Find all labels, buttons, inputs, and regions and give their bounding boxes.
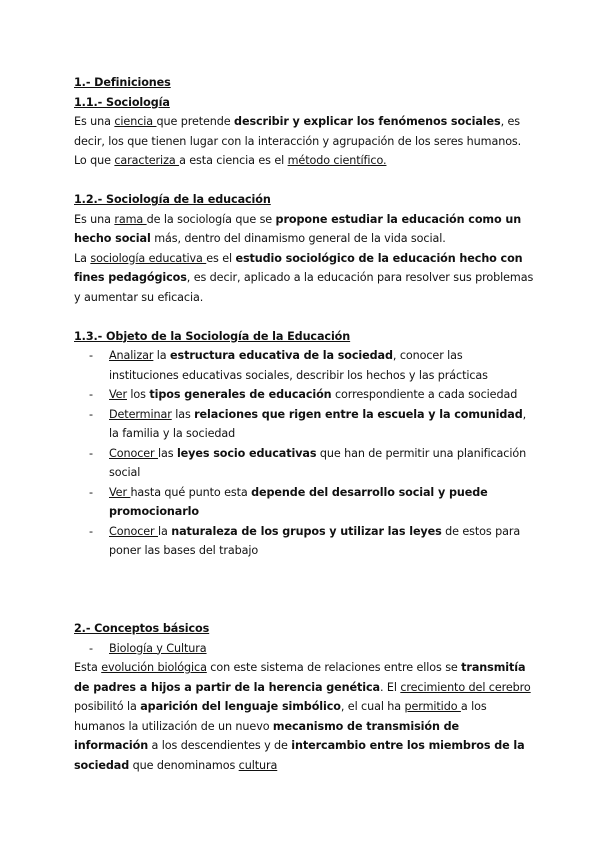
dash-bullet: - — [89, 641, 93, 655]
sociologia-definition: Es una ciencia que pretende describir y explicar los fenómenos sociales, es decir, los que tienen lugar con la interacción y agrupación de los seres humanos. — [74, 115, 522, 148]
spacer — [74, 600, 534, 620]
underlined-term: crecimiento del cerebro — [400, 680, 531, 694]
underlined-term: permitido — [404, 700, 461, 713]
section-1-2-heading: 1.2.- Sociología de la educación — [74, 193, 271, 206]
underlined-term: rama — [114, 212, 147, 226]
biologia-cultura-paragraph: Esta evolución biológica con este sistema de relaciones entre ellos se transmitía de padres a hijos a partir de la herencia genética. El crecimiento del cerebro posibilitó la aparición del lenguaje simbólico, el cual ha permitido a los humanos la utilización de un nuevo mecanismo de transmisión de información a los descendientes y de intercambio entre los miembros de la sociedad que denominamos cultura — [74, 661, 531, 772]
list-item: - Ver los tipos generales de educación correspondiente a cada sociedad — [74, 385, 534, 405]
dash-bullet: - — [89, 446, 93, 460]
sociologia-educacion-definition: Es una rama de la sociología que se propone estudiar la educación como un hecho social más, dentro del dinamismo general de la vida social. — [74, 212, 522, 245]
list-item: - Conocer las leyes socio educativas que han de permitir una planificación social — [74, 444, 534, 483]
dash-bullet: - — [89, 524, 93, 538]
list-item: - Conocer la naturaleza de los grupos y utilizar las leyes de estos para poner las bases del trabajo — [74, 522, 534, 561]
list-item: - Ver hasta qué punto esta depende del desarrollo social y puede promocionarlo — [74, 483, 534, 522]
underlined-term: ciencia — [114, 115, 157, 128]
bold-term: describir y explicar los fenómenos sociales — [234, 115, 501, 128]
spacer — [74, 171, 534, 191]
dash-bullet: - — [89, 407, 93, 421]
bold-term: propone estudiar la educación como un hecho social — [74, 212, 522, 245]
bold-term: transmitía de padres a hijos a partir de la herencia genética — [74, 661, 526, 694]
bold-term: mecanismo de transmisión de información — [74, 719, 460, 752]
section-1-1-heading: 1.1.- Sociología — [74, 95, 170, 109]
underlined-term: caracteriza — [114, 154, 180, 167]
dash-bullet: - — [89, 388, 93, 401]
list-item: - Analizar la estructura educativa de la sociedad, conocer las instituciones educativas sociales, describir los hechos y las prácticas — [74, 346, 534, 385]
sociologia-educativa-definition: La sociología educativa es el estudio sociológico de la educación hecho con fines pedagógicos, es decir, aplicado a la educación para resolver sus problemas y aumentar su eficacia. — [74, 251, 534, 304]
document-content — [74, 73, 534, 775]
sociologia-characteristic: Lo que caracteriza a esta ciencia es el método científico. — [74, 154, 387, 167]
underlined-term: método científico. — [287, 154, 387, 167]
spacer — [74, 561, 534, 600]
dash-bullet: - — [89, 485, 93, 499]
bold-term: aparición del lenguaje simbólico — [140, 700, 341, 713]
section-2-heading: 2.- Conceptos básicos — [74, 622, 210, 635]
list-item: - Determinar las relaciones que rigen entre la escuela y la comunidad, la familia y la sociedad — [74, 405, 534, 444]
dash-bullet: - — [89, 349, 93, 362]
underlined-term: cultura — [238, 758, 278, 772]
underlined-term: evolución biológica — [101, 661, 207, 674]
subheading-biologia-cultura: - Biología y Cultura — [74, 639, 534, 659]
underlined-term: sociología educativa — [90, 251, 207, 265]
spacer — [74, 307, 534, 327]
bold-term: estudio sociológico de la educación hecho con fines pedagógicos — [74, 251, 523, 284]
section-1-3-heading: 1.3.- Objeto de la Sociología de la Educación — [74, 329, 351, 343]
bold-term: intercambio entre los miembros de la sociedad — [74, 739, 525, 772]
objeto-list — [74, 346, 534, 561]
section-1-heading: 1.- Definiciones — [74, 76, 171, 89]
